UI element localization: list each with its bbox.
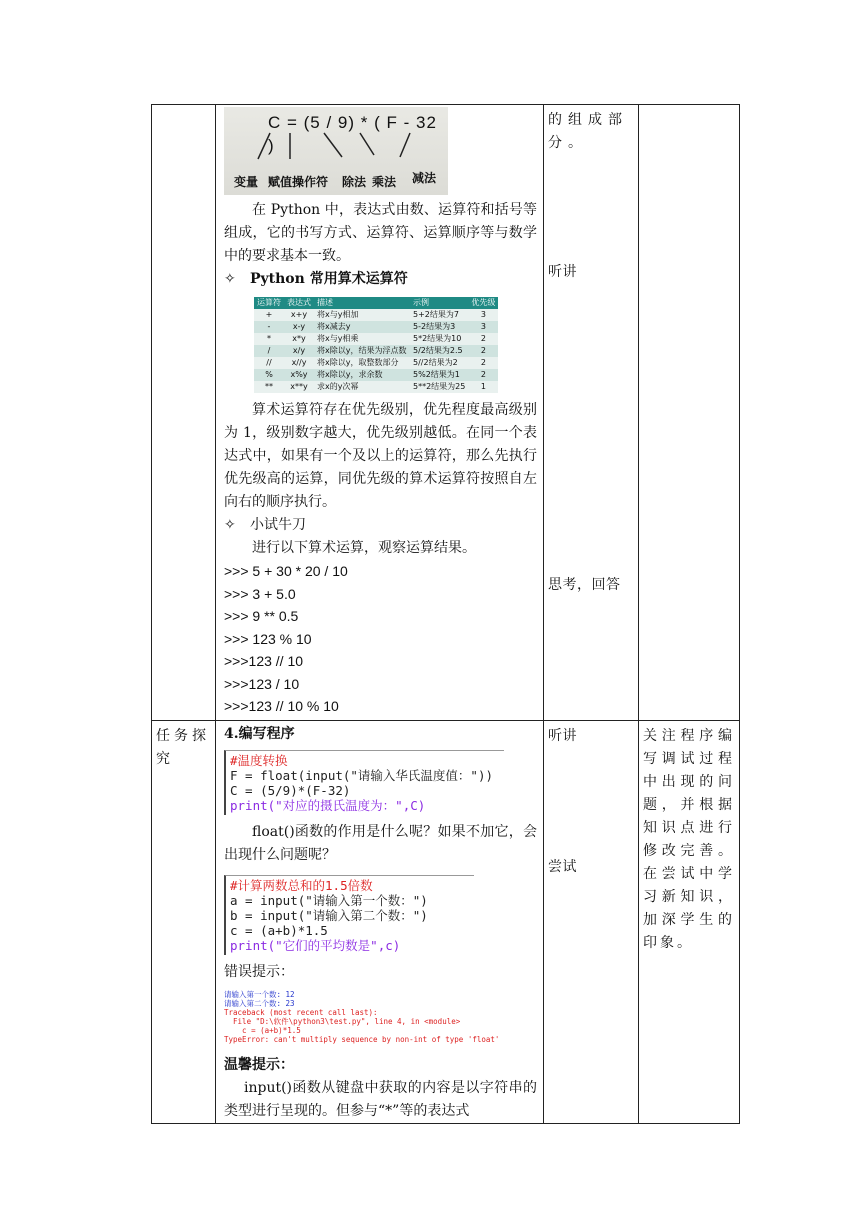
formula-label: 除法: [342, 175, 367, 189]
table-row: / x/y 将x除以y，结果为浮点数 5/2结果为2.5 2: [254, 345, 498, 357]
code-line: >>>123 // 10: [224, 653, 304, 669]
row1-col3: 的组成部分。 听讲 思考，回答: [544, 105, 639, 721]
table-row: [152, 720, 740, 1123]
code-line: >>> 123 % 10: [224, 630, 312, 647]
formula-label: 乘法: [372, 175, 397, 189]
diamond-bullet-icon: ✧: [224, 271, 236, 287]
bullet-heading: ✧ Python 常用算术运算符: [224, 268, 537, 291]
code-line: >>>123 // 10 % 10: [224, 698, 339, 714]
code-block-temperature: #温度转换 F = float(input("请输入华氏温度值：")) C = (5/9)*(F-32) print("对应的摄氏温度为：",C): [224, 750, 504, 815]
row1-col1: [152, 105, 216, 721]
row1-content: [216, 105, 544, 721]
row2-col3: 听讲 尝试: [544, 720, 639, 1123]
table-row: ** x**y 求x的y次幂 5**2结果为25 1: [254, 381, 498, 393]
table-row: * x*y 将x与y相乘 5*2结果为10 2: [254, 333, 498, 345]
section-heading: 4.编写程序: [224, 725, 295, 742]
code-line: >>> 5 + 30 * 20 / 10: [224, 563, 348, 579]
row2-col1: 任务探究: [152, 720, 216, 1123]
code-line: >>> 3 + 5.0: [224, 585, 296, 602]
row1-col4: [639, 105, 740, 721]
code-line: >>>123 / 10: [224, 675, 300, 692]
paragraph: float()函数的作用是什么呢？如果不加它，会出现什么问题呢？: [224, 823, 537, 863]
table-row: + x+y 将x与y相加 5+2结果为7 3: [254, 309, 498, 321]
table-row: // x//y 将x除以y，取整数部分 5//2结果为2 2: [254, 357, 498, 369]
formula-label: 变量: [234, 175, 259, 189]
formula-label: 赋值操作符: [268, 175, 329, 189]
row2-col4: 关注程序编写调试过程中出现的问题，并根据知识点进行修改完善。在尝试中学习新知识，加深学生的印象。: [639, 720, 740, 1123]
formula-label: 减法: [412, 171, 437, 185]
paragraph: 在 Python 中，表达式由数、运算符和括号等组成，它的书写方式、运算符、运算顺序等与数学中的要求基本一致。: [224, 202, 537, 264]
code-examples: [224, 560, 537, 720]
lesson-plan-table: [151, 104, 740, 1124]
paragraph: 算术运算符存在优先级别，优先程度最高级别为 1，级别数字越大，优先级别越低。在同一个表达式中，如果有一个及以上的运算符，那么先执行优先级高的运算，同优先级的算术运算符按照自左向右的顺序执行。: [224, 402, 537, 510]
table-row: - x-y 将x减去y 5-2结果为3 3: [254, 321, 498, 333]
operator-table: 运算符 表达式 描述 示例 优先级 + x+y 将x与y相加 5+2结果为7 3 - x-y 将x减去y 5-2结果为3 3 * x*y 将x与y相乘 5*2结果为10 2 / x/y 将x除以y，结果为浮点数 5/2结果为2.5 2 // x//y 将x除以y，取整数部分 5//2结果为2 2 % x%y 将x除以y，求余数 5%2结果为1 2 ** x**y 求x的y次幂 5**2结果为25 1: [254, 297, 498, 393]
table-row: [152, 105, 740, 721]
formula-text: C = (5 / 9) * ( F - 32 ): [268, 113, 437, 155]
code-line: >>> 9 ** 0.5: [224, 608, 299, 624]
table-row: % x%y 将x除以y，求余数 5%2结果为1 2: [254, 369, 498, 381]
paragraph: input()函数从键盘中获取的内容是以字符串的类型进行呈现的。但参与“*”等的表达式: [224, 1079, 537, 1119]
code-block-average: #计算两数总和的1.5倍数 a = input("请输入第一个数：") b = input("请输入第二个数：") c = (a+b)*1.5 print("它们的平均数是",c): [224, 875, 474, 955]
formula-image: [224, 107, 448, 195]
error-output: 请输入第一个数: 12 请输入第二个数: 23 Traceback (most recent call last): File "D:\软件\python3\test.py", line 4, in <module> c = (a+b)*1.5 TypeError: can't multiply sequence by non-int of type 'float': [224, 989, 500, 1044]
paragraph: 进行以下算术运算，观察运算结果。: [252, 540, 476, 556]
tip-label: 温馨提示：: [224, 1056, 294, 1073]
row2-content: [216, 720, 544, 1123]
error-label: 错误提示：: [224, 963, 294, 980]
diamond-bullet-icon: ✧: [224, 517, 236, 533]
bullet-heading: ✧ 小试牛刀: [224, 514, 537, 537]
